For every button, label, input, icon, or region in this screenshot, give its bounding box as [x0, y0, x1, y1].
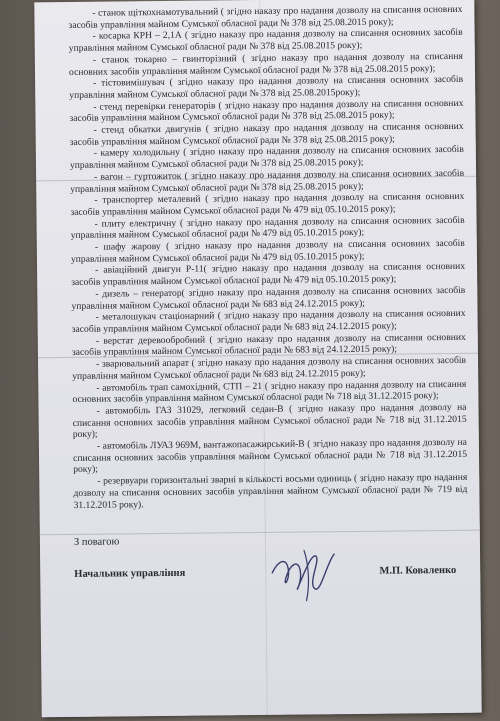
signer-name: М.П. Коваленко [379, 564, 457, 577]
list-item: - стенд перевірки генераторів ( згідно наказу про надання дозволу на списання основних засобів управління майном Сумської обласної ради № 378 від 25.08.2015 року); [69, 97, 464, 125]
list-item: - автомобіль ГАЗ 31029, легковий седан-В ( згідно наказу про надання дозволу на списання основних засобів управління майном Сумської обласної ради № 718 від 31.12.2015 року); [72, 401, 467, 441]
document-body [68, 4, 468, 589]
list-item: - плиту електричну ( згідно наказу про надання дозволу на списання основних засобів управління майном Сумської обласної ради № 479 від 05.10.2015 року); [70, 214, 465, 242]
list-item: - станок токарно – гвинторізний ( згідно наказу про надання дозволу на списання основних засобів управління майном Сумської обласної ради № 378 від 25.08.2015 року); [68, 50, 463, 78]
list-item: - зварювальний апарат ( згідно наказу про надання дозволу на списання основних засобів управління майном Сумської обласної ради № 683 від 24.12.2015 року); [72, 354, 467, 382]
list-item: - транспортер металевий ( згідно наказу про надання дозволу на списання основних засобів управління майном Сумської обласної ради № 479 від 05.10.2015 року); [70, 191, 465, 218]
list-item: - дизель – генератор( згідно наказу про надання дозволу на списання основних засобів управління майном Сумської обласної ради № 683 від 24.12.2015 року); [71, 284, 466, 312]
list-item: - автомобіль ЛУАЗ 969М, вантажопасажирський-В ( згідно наказу про надання дозволу на списання основних засобів управління майном Сумської обласної ради № 718 від 31.12.2015 року); [72, 436, 468, 476]
list-item: - автомобіль трап самохідний, СТП – 21 ( згідно наказу про надання дозволу на списання основних засобів управління майном Сумської обласної ради № 718 від 31.12.2015 року); [72, 378, 467, 406]
document-page [34, 0, 481, 717]
list-item: - авіаційний двигун Р-11( згідно наказу про надання дозволу на списання основних засобів управління майном Сумської обласної ради № 479 від 05.10.2015 року); [71, 261, 466, 289]
list-item: - камеру холодильну ( згідно наказу про надання дозволу на списання основних засобів управління майном Сумської обласної ради № 378 від 25.08.2015 року); [69, 144, 464, 172]
handwritten-signature [264, 542, 345, 603]
list-item: - косарка КРН – 2,1А ( згідно наказу про надання дозволу на списання основних засобів управління майном Сумської обласної ради № 378 від 25.08.2015 року); [68, 27, 463, 55]
asset-list [68, 4, 467, 511]
signer-title: Начальник управління [74, 567, 186, 580]
closing-phrase: З повагою [73, 536, 120, 549]
list-item: - верстат деревообробний ( згідно наказу про надання дозволу на списання основних засобів управління майном Сумської обласної ради № 683 від 24.12.2015 року); [71, 331, 466, 359]
list-item: - резервуари горизонтальні зварні в кількості восьми одиниць ( згідно наказу про надання дозволу на списання основних засобів управління майном Сумської обласної ради № 719 від 31.12.2015 року). [73, 471, 468, 511]
signature-block [74, 563, 468, 589]
list-item: - шафу жарову ( згідно наказу про надання дозволу на списання основних засобів управління майном Сумської обласної ради № 479 від 05.10.2015 року); [70, 237, 465, 265]
list-item: - металошукач стаціонарний ( згідно наказу про надання дозволу на списання основних засобів управління майном Сумської обласної ради № 683 від 24.12.2015 року); [71, 308, 466, 335]
list-item: - тістовимішувач ( згідно наказу про надання дозволу на списання основних засобів управління майном Сумської обласної ради № 378 від 25.08.2015року); [69, 74, 464, 101]
list-item: - вагон – гуртожиток ( згідно наказу про надання дозволу на списання основних засобів управління майном Сумської обласної ради № 378 від 25.08.2015 року); [70, 167, 465, 195]
list-item: - станок щіткохнамотувальний ( згідно наказу про надання дозволу на списання основних засобів управління майном Сумської обласної ради № 378 від 25.08.2015 року); [68, 3, 463, 31]
list-item: - стенд обкатки двигунів ( згідно наказу про надання дозволу на списання основних засобів управління майном Сумської обласної ради № 378 від 25.08.2015 року); [69, 120, 464, 148]
